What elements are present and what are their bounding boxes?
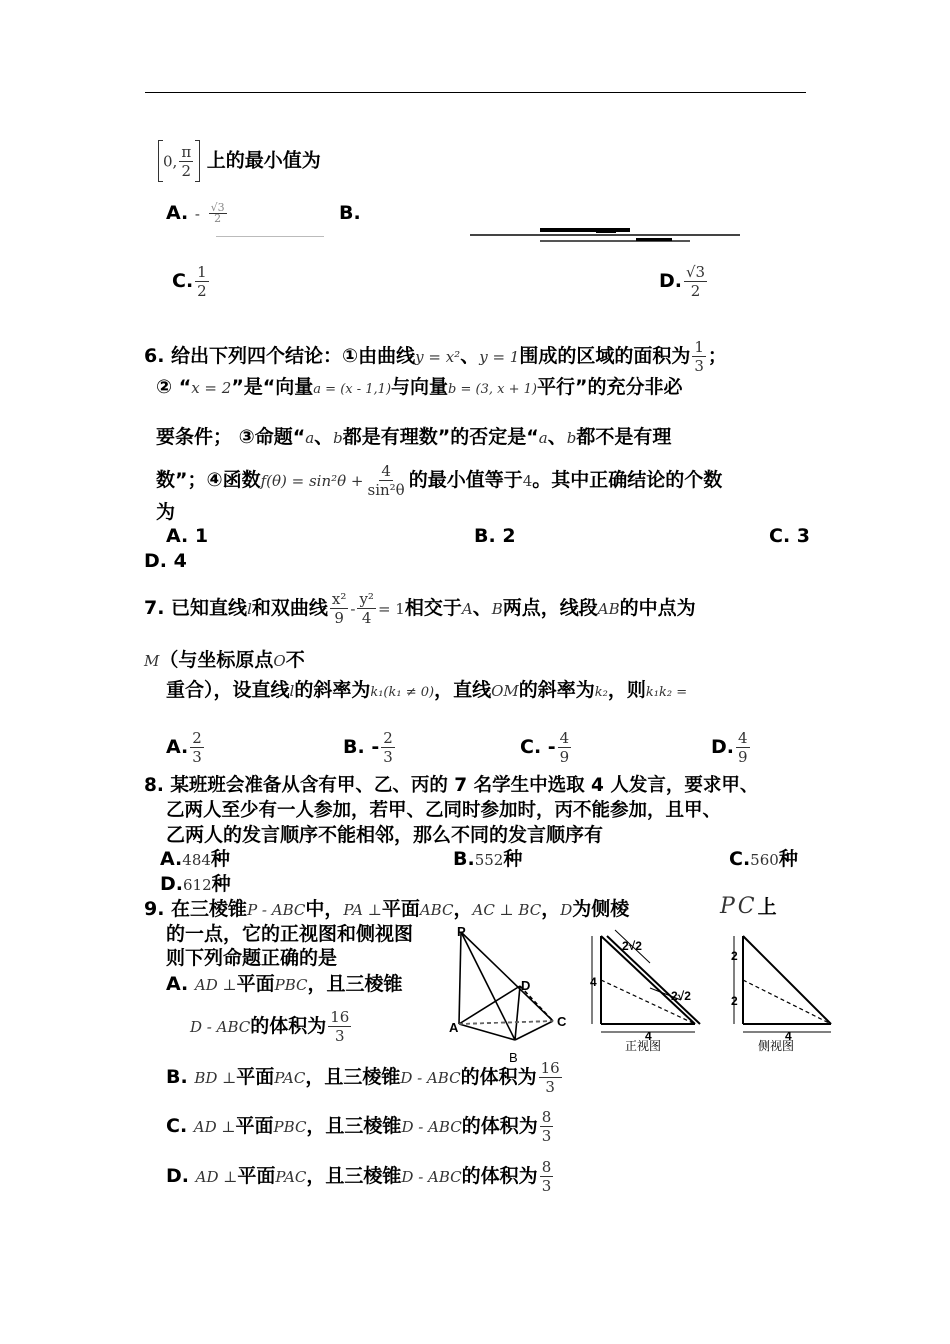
side-view-caption: 侧视图 <box>758 1039 795 1053</box>
q9-line1-tail: PC上 <box>720 894 777 919</box>
label-c: C <box>557 1014 567 1029</box>
front-width-label: 4 <box>645 1029 652 1043</box>
q6-line4: 数”；④函数f(θ) = sin²θ + $\frac{4}{\text{sin²θ}}$ 的最小值等于4。其中正确结论的个数 <box>156 462 723 499</box>
q9-option-a-cont: D - ABC的体积为 $\frac{16}{3}$ <box>190 1008 350 1045</box>
q7-option-a: A. $\frac{2}{3}$ <box>166 729 202 766</box>
q6-option-b: B. 2 <box>474 525 516 547</box>
q9-option-a: A. AD ⊥平面PBC，且三棱锥 <box>166 973 403 995</box>
front-view-caption: 正视图 <box>625 1039 662 1053</box>
side-height-label-2: 2 <box>731 994 738 1008</box>
q6-line3: 要条件； ③命题“a、b都是有理数”的否定是“a、b都不是有理 <box>156 426 672 448</box>
front-view <box>592 930 700 1032</box>
pyramid-solid <box>459 932 553 1040</box>
q6-line5: 为 <box>156 501 176 523</box>
q7-option-b: B. - $\frac{2}{3}$ <box>343 729 393 766</box>
label-p: P <box>457 924 466 939</box>
q9-option-c: C. AD ⊥平面PBC，且三棱锥D - ABC的体积为 $\frac{8}{3}$ <box>166 1108 552 1145</box>
q5-option-b: B. <box>339 202 361 224</box>
q7-option-d: D. $\frac{4}{9}$ <box>711 729 748 766</box>
q6-option-a: A. 1 <box>166 525 209 547</box>
q6-line1: 6. 给出下列四个结论：①由曲线y = x²、y = 1围成的区域的面积为 $\frac{1}{3}$ ； <box>144 338 727 375</box>
q7-line1: 7. 已知直线l和双曲线 $\frac{\text{x²}}{9}$ - $\frac{\text{y²}}{4}$ = 1相交于A、B两点，线段AB的中点为 <box>144 590 696 627</box>
q6-option-c: C. 3 <box>769 525 810 547</box>
q5-option-d: D. $\frac{√3}{2}$ <box>659 263 706 300</box>
front-edge-label: 2√2 <box>622 939 642 953</box>
three-view-figure <box>445 920 840 1070</box>
scan-artifact <box>636 238 672 241</box>
front-height-label: 4 <box>590 975 597 989</box>
q8-line3: 乙两人的发言顺序不能相邻，那么不同的发言顺序有 <box>166 824 604 846</box>
q5-stem-text: 上的最小值为 <box>206 149 321 172</box>
q9-line3: 则下列命题正确的是 <box>166 947 338 969</box>
q9-line1: 9. 在三棱锥P - ABC中，PA ⊥平面ABC，AC ⊥ BC，D为侧棱 <box>144 898 630 920</box>
q9-option-b: B. BD ⊥平面PAC，且三棱锥D - ABC的体积为 $\frac{16}{3}$ <box>166 1059 560 1096</box>
front-edge-label-2: 2√2 <box>671 989 691 1003</box>
interval-start: 0, <box>163 152 178 171</box>
label-a: A <box>449 1020 459 1035</box>
q8-option-a: A.484种 <box>160 848 230 870</box>
side-width-label: 4 <box>785 1029 792 1043</box>
q5-option-a: A. - $\frac{√3}{2}$ <box>166 201 225 225</box>
label-b: B <box>509 1050 518 1065</box>
scan-artifact <box>470 234 740 236</box>
q9-option-d: D. AD ⊥平面PAC，且三棱锥D - ABC的体积为 $\frac{8}{3}$ <box>166 1158 552 1195</box>
side-height-label-1: 2 <box>731 949 738 963</box>
interval-bracket-right <box>195 140 200 182</box>
header-rule <box>145 92 806 93</box>
q8-option-d: D.612种 <box>160 873 231 895</box>
q7-option-c: C. - $\frac{4}{9}$ <box>520 729 570 766</box>
scan-artifact <box>216 236 324 237</box>
q8-option-b: B.552种 <box>453 848 523 870</box>
scan-artifact <box>540 228 630 232</box>
side-view <box>734 936 831 1032</box>
interval-fraction: $\frac{\pi}{2}$ <box>181 142 192 180</box>
q5-option-a-blurred-value: $\frac{√3}{2}$ <box>210 201 225 225</box>
q5-stem <box>158 140 321 182</box>
scan-artifact <box>596 228 616 233</box>
q6-option-d: D. 4 <box>144 550 187 572</box>
q9-line2: 的一点，它的正视图和侧视图 <box>166 923 414 945</box>
q8-option-c: C.560种 <box>729 848 798 870</box>
q7-line3: 重合），设直线l的斜率为k₁(k₁ ≠ 0)，直线OM的斜率为k₂，则k₁k₂ = <box>166 679 688 701</box>
q8-line1: 8. 某班班会准备从含有甲、乙、丙的 7 名学生中选取 4 人发言，要求甲、 <box>144 775 759 796</box>
q5-option-c: C. $\frac{1}{2}$ <box>172 263 207 300</box>
q6-line2: ② “x = 2”是“向量a = (x - 1,1)与向量b = (3, x + 1)平行”的充分非必 <box>156 376 683 398</box>
q8-line2: 乙两人至少有一人参加，若甲、乙同时参加时，丙不能参加，且甲、 <box>166 800 722 821</box>
label-d: D <box>521 978 531 993</box>
q7-line2: M（与坐标原点O不 <box>144 649 305 671</box>
